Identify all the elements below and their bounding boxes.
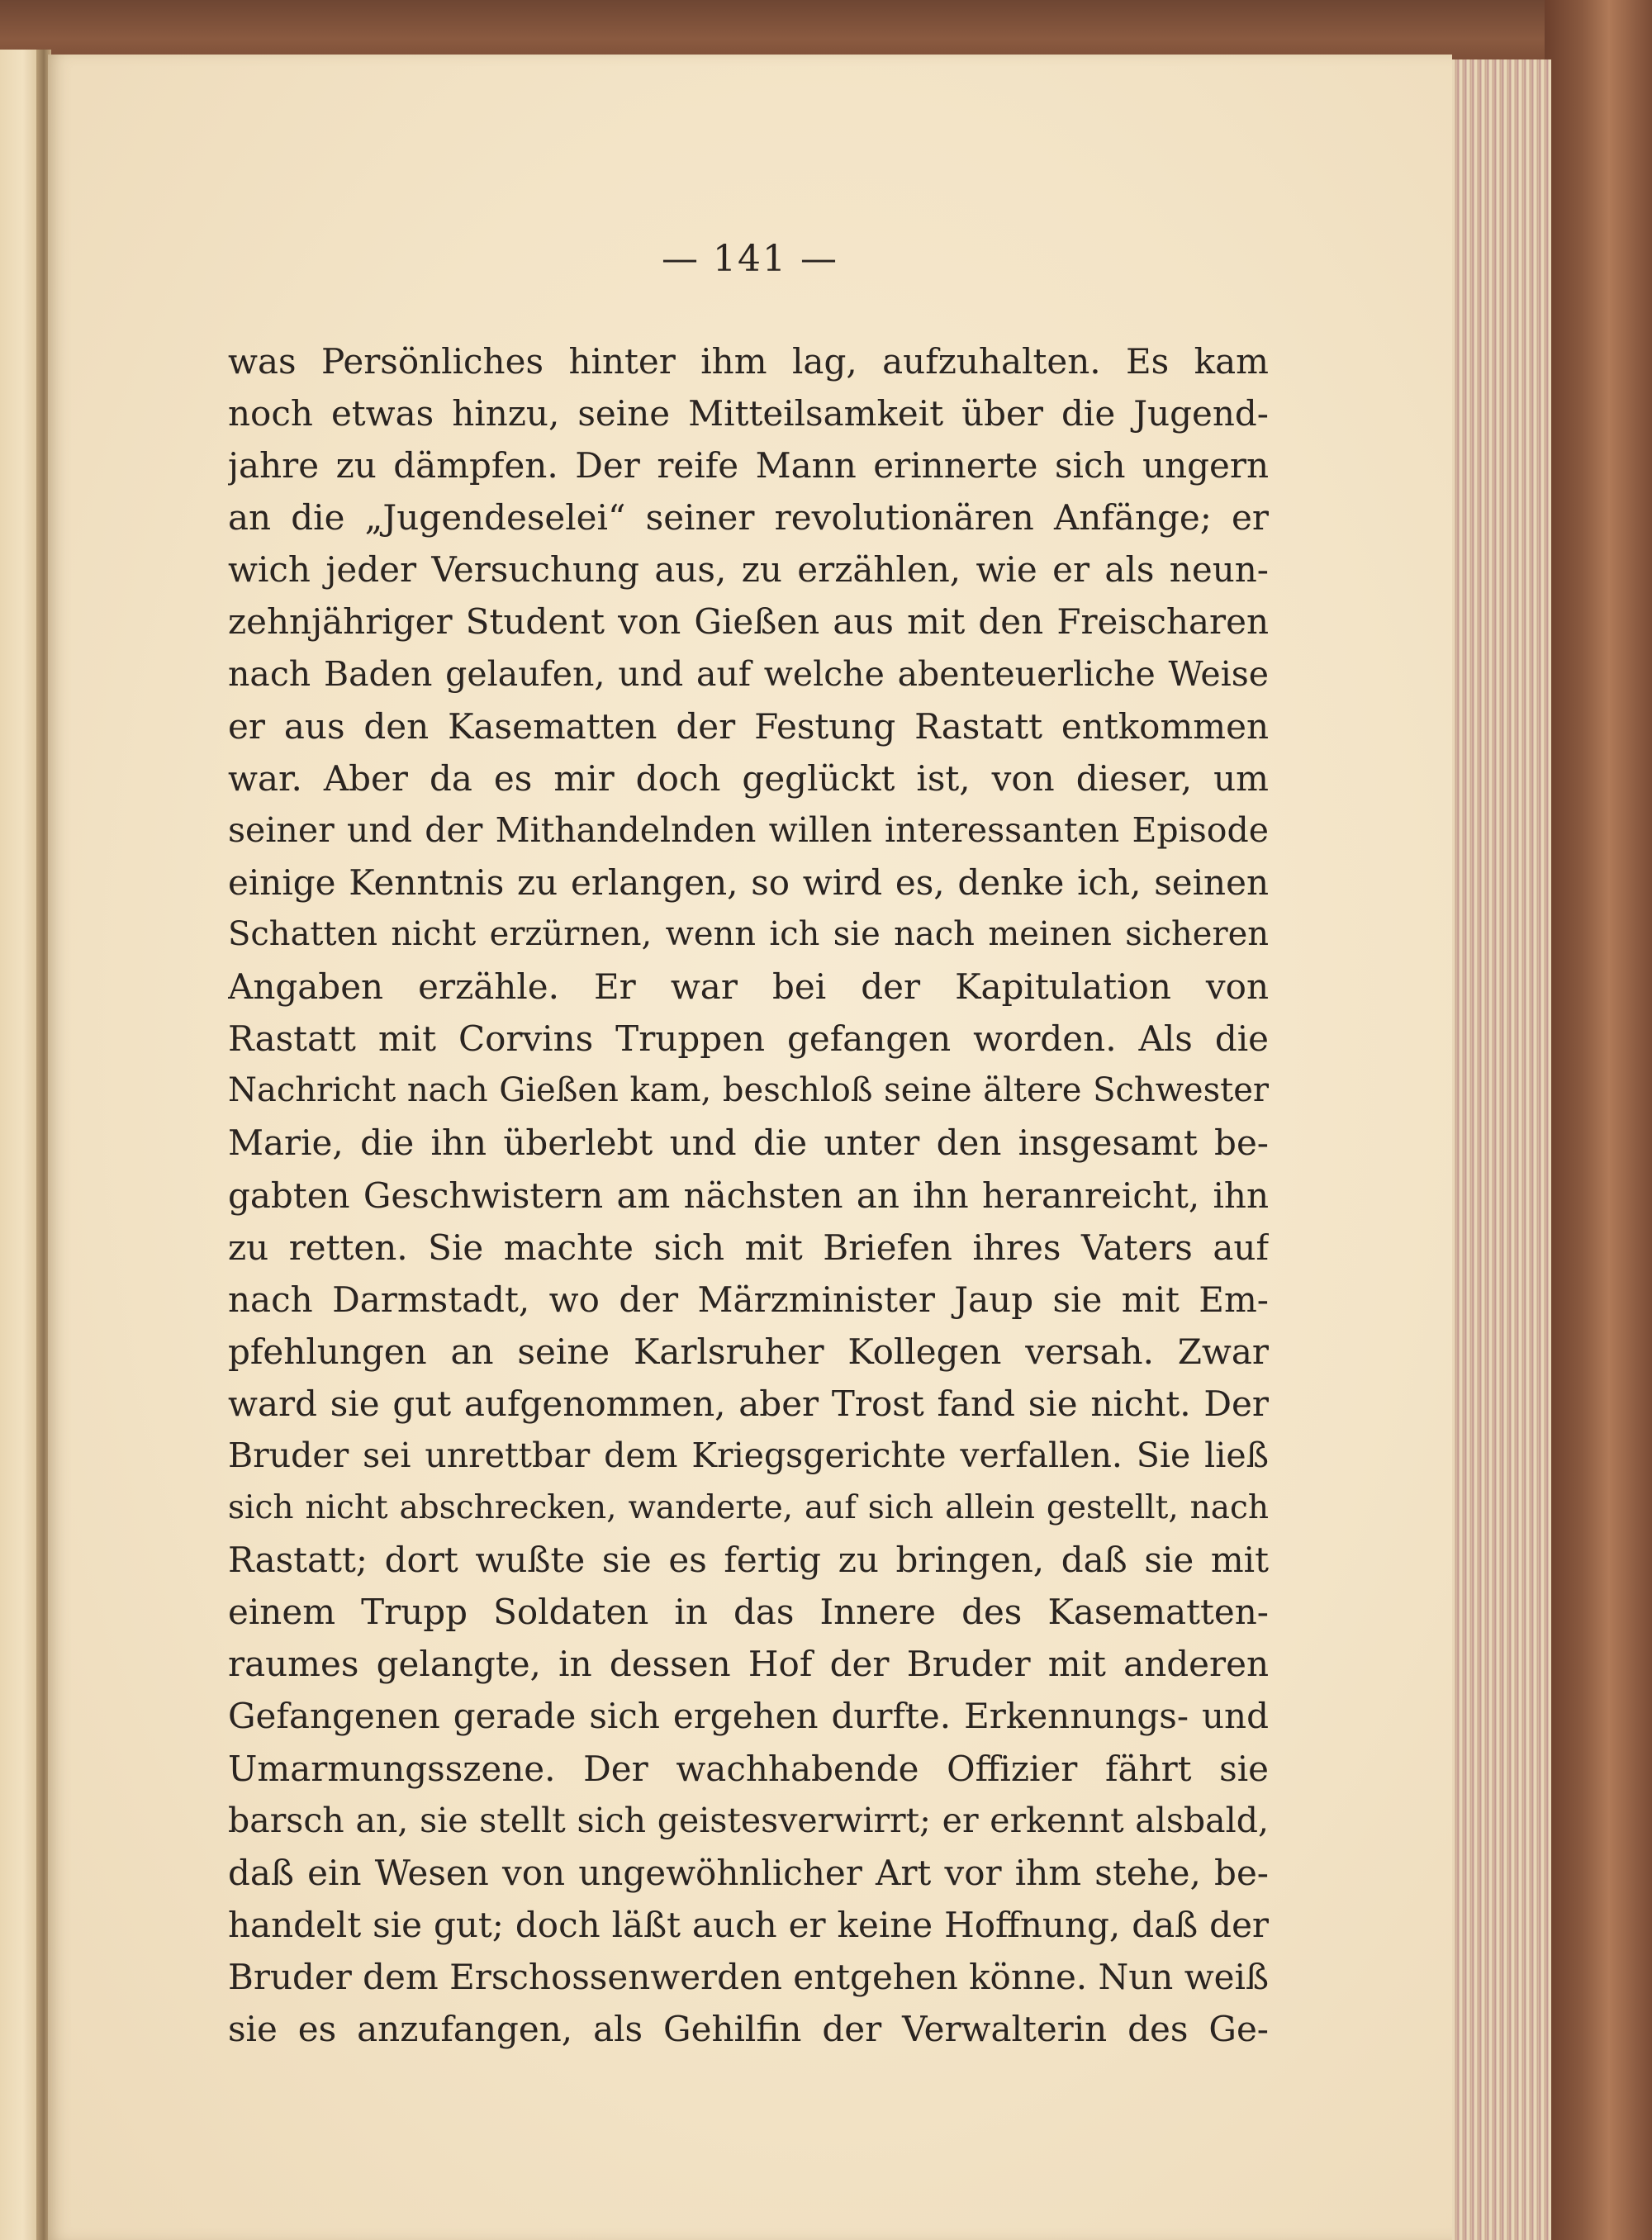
text-line: er aus den Kasematten der Festung Rastatt entkommen (228, 705, 1269, 747)
text-line: was Persönliches hinter ihm lag, aufzuhalten. Es kam (228, 341, 1269, 382)
text-line: zu retten. Sie machte sich mit Briefen ihres Vaters auf (228, 1227, 1269, 1268)
book-cover-right-edge (1545, 0, 1652, 2240)
text-line: nach Baden gelaufen, und auf welche abenteuerliche Weise (228, 653, 1269, 694)
text-line: sich nicht abschrecken, wanderte, auf sich allein gestellt, nach (228, 1489, 1269, 1527)
text-line: wich jeder Versuchung aus, zu erzählen, wie er als neun- (228, 549, 1269, 591)
text-line: Angaben erzähle. Er war bei der Kapitulation von (228, 966, 1269, 1008)
text-line: Rastatt mit Corvins Truppen gefangen worden. Als die (228, 1018, 1269, 1060)
text-line: seiner und der Mithandelnden willen interessanten Episode (228, 809, 1269, 850)
text-line: einem Trupp Soldaten in das Innere des Kasematten- (228, 1592, 1269, 1633)
text-line: handelt sie gut; doch läßt auch er keine Hoffnung, daß der (228, 1904, 1269, 1945)
text-line: nach Darmstadt, wo der Märzminister Jaup sie mit Em- (228, 1279, 1269, 1320)
text-line: an die „Jugendeselei“ seiner revolutionären Anfänge; er (228, 497, 1269, 539)
text-line: Nachricht nach Gießen kam, beschloß seine ältere Schwester (228, 1071, 1269, 1110)
page-block-edges (1450, 59, 1551, 2240)
text-line: Gefangenen gerade sich ergehen durfte. Erkennungs- und (228, 1696, 1269, 1737)
text-line: barsch an, sie stellt sich geistesverwirrt; er erkennt alsbald, (228, 1800, 1269, 1840)
text-line: jahre zu dämpfen. Der reife Mann erinnerte sich ungern (228, 445, 1269, 486)
text-line: ward sie gut aufgenommen, aber Trost fand sie nicht. Der (228, 1383, 1269, 1424)
text-line: Bruder dem Erschossenwerden entgehen könne. Nun weiß (228, 1956, 1269, 1997)
text-line: Bruder sei unrettbar dem Kriegsgerichte verfallen. Sie ließ (228, 1435, 1269, 1475)
text-line: einige Kenntnis zu erlangen, so wird es, denke ich, seinen (228, 861, 1269, 903)
text-line: Umarmungsszene. Der wachhabende Offizier fährt sie (228, 1748, 1269, 1789)
text-line: pfehlungen an seine Karlsruher Kollegen versah. Zwar (228, 1331, 1269, 1372)
text-line: sie es anzufangen, als Gehilfin der Verwalterin des Ge- (228, 2009, 1269, 2049)
body-text (228, 335, 1269, 2055)
text-line: daß ein Wesen von ungewöhnlicher Art vor ihm stehe, be- (228, 1852, 1269, 1893)
text-line: raumes gelangte, in dessen Hof der Bruder mit anderen (228, 1644, 1269, 1685)
page-number: — 141 — (662, 238, 838, 280)
text-line: Rastatt; dort wußte sie es fertig zu bringen, daß sie mit (228, 1540, 1269, 1581)
text-line: noch etwas hinzu, seine Mitteilsamkeit über die Jugend- (228, 393, 1269, 434)
text-line: war. Aber da es mir doch geglückt ist, von dieser, um (228, 757, 1269, 799)
text-line: Marie, die ihn überlebt und die unter den insgesamt be- (228, 1122, 1269, 1164)
text-line: Schatten nicht erzürnen, wenn ich sie nach meinen sicheren (228, 915, 1269, 954)
previous-page-edge (0, 50, 41, 2240)
book-page (48, 55, 1452, 2240)
text-line: gabten Geschwistern am nächsten an ihn heranreicht, ihn (228, 1175, 1269, 1216)
text-line: zehnjähriger Student von Gießen aus mit den Freischaren (228, 601, 1269, 643)
